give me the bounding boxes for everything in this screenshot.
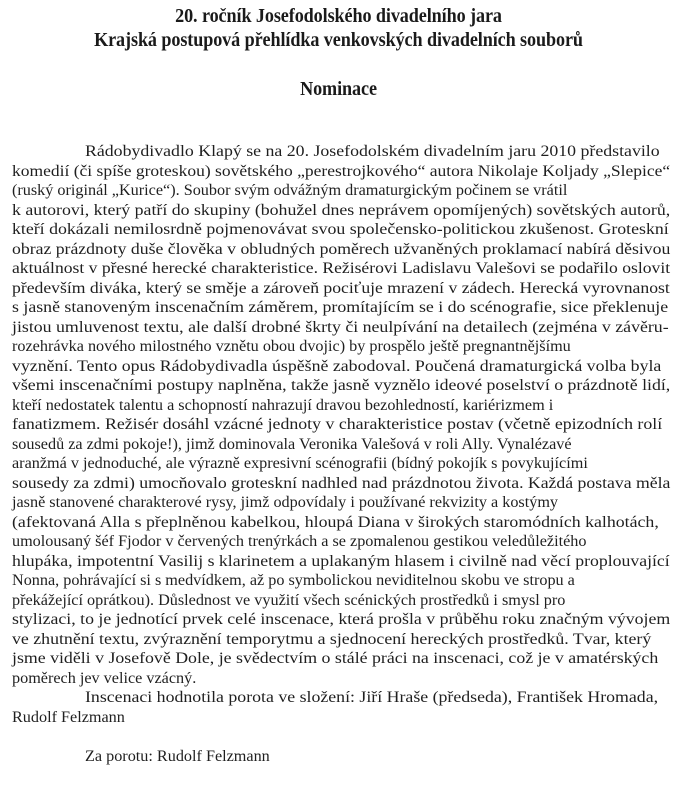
paragraph-line: vyznění. Tento opus Rádobydivadla úspěšně zabodoval. Poučená dramaturgická volba byla [12, 356, 662, 375]
document-body [12, 142, 672, 766]
paragraph-jury [12, 688, 672, 727]
paragraph-line: především diváka, který se směje a zároveň pociťuje mrazení v zádech. Herecká vyrovnanost [12, 278, 670, 297]
paragraph-line: jsme viděli v Josefově Dole, je svědectvím o stálé práci na inscenaci, což je v amatérských [12, 649, 659, 667]
paragraph-line: fanatizmem. Režisér dosáhl vzácné jednoty v charakteristice postav (včetně epizodních rolí [12, 415, 663, 433]
paragraph-line: hlupáka, impotentní Vasilij s klarinetem a uplakaným hlasem i civilně nad věcí proplouvající [12, 551, 670, 570]
paragraph-line: kteří dokázali nemilosrdně pojmenovávat svou společensko-politickou zkušenost. Groteskní [12, 220, 669, 238]
paragraph-line: Rádobydivadlo Klapý se na 20. Josefodolském divadelním jaru 2010 představilo [85, 142, 660, 160]
section-heading: Nominace [300, 79, 377, 100]
document-title-line-2: Krajská postupová přehlídka venkovských divadelních souborů [94, 30, 583, 51]
paragraph-line: aktuálnost v přesné herecké charakteristice. Režisérovi Ladislavu Valešovi se podařilo oslovit [12, 259, 671, 277]
paragraph-line: Inscenaci hodnotila porota ve složení: Jiří Hraše (předseda), František Hromada, [85, 688, 659, 706]
paragraph-line: s jasně stanoveným inscenačním záměrem, promítajícím se i do scénografie, sice překlenuje [12, 298, 669, 316]
paragraph-line: všemi inscenačními postupy naplněna, takže jasně vyznělo ideové poselství o prázdnotě lidí, [12, 376, 671, 394]
paragraph-line: aranžmá v jednoduché, ale výrazně expresivní scénografii (bídný pokojík s povykujícími [12, 454, 588, 472]
paragraph-line: překážející oprátkou). Důslednost ve využití všech scénických prostředků i smysl pro [12, 590, 566, 609]
paragraph-line: obraz prázdnoty duše člověka v obludných poměrech užvaněných proklamací nabírá děsivou [12, 239, 671, 258]
paragraph-line: sousedů za zdmi pokoje!), jimž dominovala Veronika Valešová v roli Ally. Vynalézavé [12, 434, 572, 453]
paragraph-line: Rudolf Felzmann [12, 707, 125, 726]
paragraph-line: poměrech jev velice vzácný. [12, 668, 197, 687]
paragraph-line: umolousaný šéf Fjodor v červených trenýrkách a se zpomalenou gestikou veledůležitého [12, 532, 587, 550]
paragraph-line: komedií (či spíše groteskou) sovětského „perestrojkového“ autora Nikolaje Koljady „Slepice“ [12, 161, 671, 180]
paragraph-line: kteří nedostatek talentu a schopností nahrazují dravou bezohledností, kariérizmem i [12, 395, 554, 414]
blank-line [12, 727, 672, 747]
signature-line: Za porotu: Rudolf Felzmann [85, 746, 270, 765]
paragraph-line: ve zhutnění textu, zvýraznění temporytmu a sjednocení hereckých prostředků. Tvar, který [12, 629, 652, 648]
paragraph-line: stylizaci, to je jednotící prvek celé inscenace, která prošla v průběhu roku značným vývojem [12, 610, 671, 628]
paragraph-line: jistou umluvenost textu, ale další drobné škrty či neulpívání na detailech (zejména v závěru- [12, 317, 669, 336]
document-title-line-1: 20. ročník Josefodolského divadelního jara [175, 6, 502, 27]
paragraph-line: jasně stanovené charakterové rysy, jimž odpovídaly i používané rekvizity a kostýmy [12, 493, 559, 511]
paragraph-line: rozehrávka nového milostného vznětu obou dvojic) by prospělo ještě pregnantnějšímu [12, 337, 571, 355]
paragraph-line: Nonna, pohrávající si s medvídkem, až po symbolickou neviditelnou skobu ve stropu a [12, 571, 575, 589]
paragraph-line: sousedy za zdmi) umocňovalo groteskní nadhled nad prázdnotou života. Každá postava měla [12, 473, 671, 492]
paragraph-line: (ruský originál „Kurice“). Soubor svým odvážným dramaturgickým počinem se vrátil [12, 181, 568, 199]
paragraph-line: k autorovi, který patří do skupiny (bohužel dnes neprávem opomíjených) sovětských autorů, [12, 200, 671, 219]
paragraph-line: (afektovaná Alla s přeplněnou kabelkou, hloupá Diana v širokých staromódních kalhotách, [12, 512, 659, 531]
paragraph-nomination-text [12, 142, 672, 688]
